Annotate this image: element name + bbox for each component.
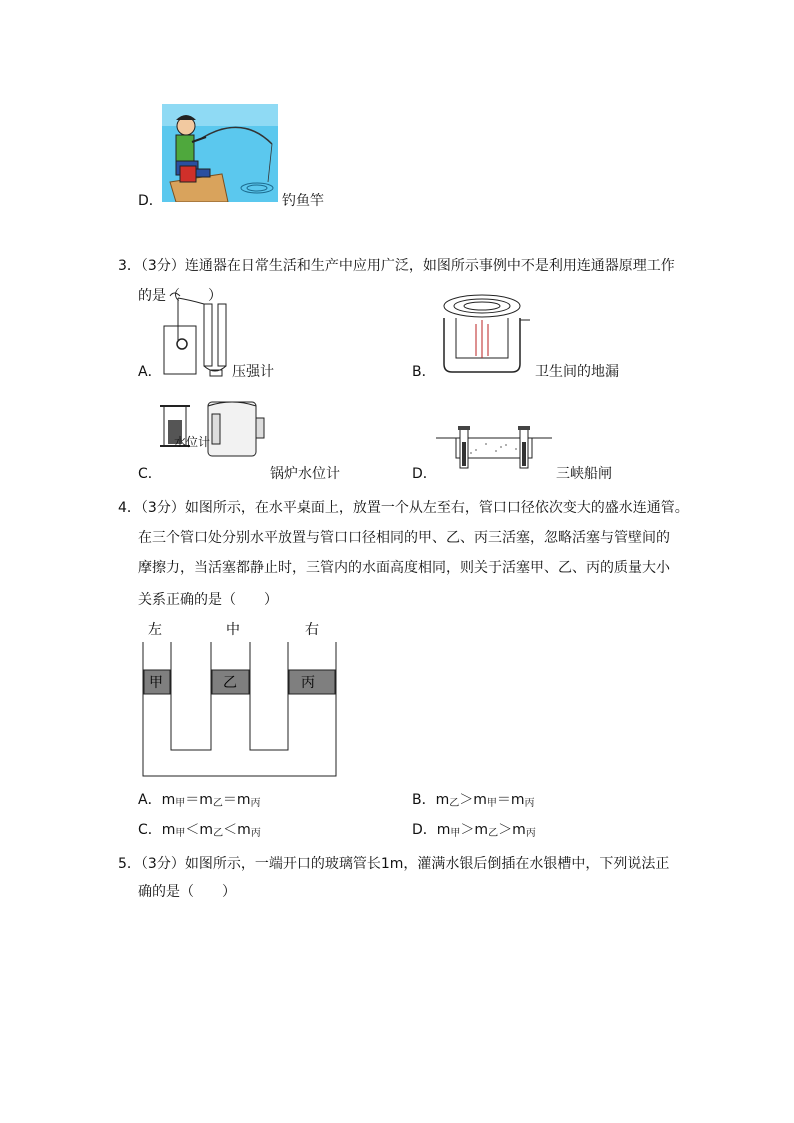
q4-option-a[interactable]: A．$m_甲=m_乙=m_丙$ [138,792,261,809]
pressure-gauge-illustration [160,290,232,380]
q5-stem-line2: 确的是（ ） [138,884,236,900]
q3-option-c-letter: C． [138,466,162,482]
q4-option-c[interactable]: C．$m_甲<m_乙<m_丙$ [138,822,261,839]
tube-label-right: 右 [305,622,319,638]
piston-label-yi: 乙 [223,675,237,691]
q2-option-d-letter: D． [138,193,163,209]
q3-option-a-letter: A． [138,364,162,380]
fishing-rod-illustration [162,104,278,202]
q3-option-d-letter: D． [412,466,437,482]
tube-label-middle: 中 [226,622,240,638]
piston-label-jia: 甲 [149,675,163,691]
q3-option-c-label: 锅炉水位计 [270,466,340,482]
q3-stem-line1: 3．（3分）连通器在日常生活和生产中应用广泛，如图所示事例中不是利用连通器原理工作 [118,258,675,274]
q2-option-d-label: 钓鱼竿 [282,193,324,209]
ship-lock-illustration [436,424,552,472]
q4-option-b[interactable]: B．$m_乙>m_甲=m_丙$ [412,792,535,809]
q3-option-a-label: 压强计 [232,364,274,380]
q3-option-d-label: 三峡船闸 [556,466,612,482]
tube-label-left: 左 [148,622,162,638]
floor-drain-illustration [436,294,532,376]
q3-option-b-label: 卫生间的地漏 [535,364,619,380]
connected-tubes-diagram [138,616,342,780]
q3-stem-line2: 的是（ ） [138,288,222,304]
piston-label-bing: 丙 [301,675,315,691]
q4-option-d[interactable]: D．$m_甲>m_乙>m_丙$ [412,822,536,839]
q4-stem-line2: 在三个管口处分别水平放置与管口口径相同的甲、乙、丙三活塞，忽略活塞与管壁间的 [138,530,670,546]
q4-stem-line3: 摩擦力，当活塞都静止时，三管内的水面高度相同，则关于活塞甲、乙、丙的质量大小 [138,560,670,576]
q5-stem-line1: 5．（3分）如图所示，一端开口的玻璃管长1m，灌满水银后倒插在水银槽中，下列说法正 [118,856,670,872]
q3-option-b-letter: B． [412,364,436,380]
q4-stem-line4: 关系正确的是（ ） [138,592,278,608]
q4-stem-line1: 4．（3分）如图所示，在水平桌面上，放置一个从左至右，管口口径依次变大的盛水连通管。 [118,500,689,516]
q3-option-c-inner-label: 水位计 [174,435,211,449]
